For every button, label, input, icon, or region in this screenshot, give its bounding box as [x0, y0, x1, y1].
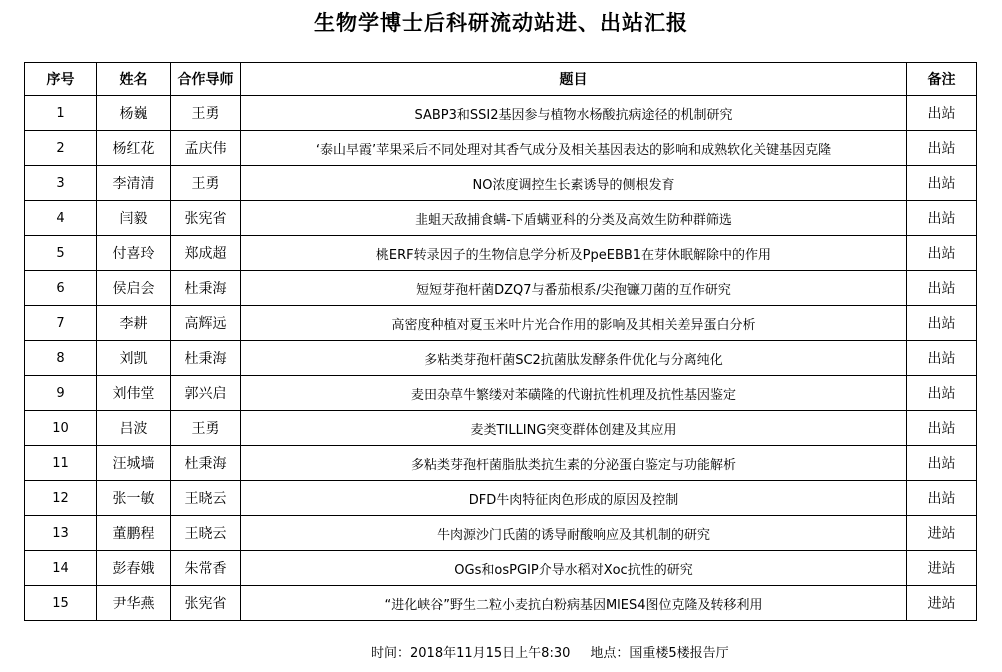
cell-note: 进站 [907, 551, 977, 586]
cell-note: 进站 [907, 586, 977, 621]
cell-name: 董鹏程 [97, 516, 171, 551]
table-row [25, 236, 977, 271]
cell-topic: 多粘类芽孢杆菌脂肽类抗生素的分泌蛋白鉴定与功能解析 [241, 446, 907, 481]
cell-index: 5 [25, 236, 97, 271]
cell-topic: 韭蛆天敌捕食螨-下盾螨亚科的分类及高效生防种群筛选 [241, 201, 907, 236]
cell-index: 14 [25, 551, 97, 586]
cell-index: 10 [25, 411, 97, 446]
cell-advisor: 杜秉海 [171, 271, 241, 306]
cell-note: 出站 [907, 376, 977, 411]
cell-index: 8 [25, 341, 97, 376]
cell-advisor: 朱常香 [171, 551, 241, 586]
table-row [25, 516, 977, 551]
cell-index: 6 [25, 271, 97, 306]
cell-index: 15 [25, 586, 97, 621]
cell-name: 闫毅 [97, 201, 171, 236]
table-header-row [25, 63, 977, 96]
table-row [25, 166, 977, 201]
cell-index: 4 [25, 201, 97, 236]
table-row [25, 446, 977, 481]
footer-info [371, 644, 729, 664]
cell-advisor: 郑成超 [171, 236, 241, 271]
cell-name: 付喜玲 [97, 236, 171, 271]
footer-location: 地点：国重楼5楼报告厅 [590, 646, 729, 661]
cell-advisor: 张宪省 [171, 586, 241, 621]
cell-topic: OGs和osPGIP介导水稻对Xoc抗性的研究 [241, 551, 907, 586]
cell-advisor: 张宪省 [171, 201, 241, 236]
cell-name: 刘凯 [97, 341, 171, 376]
cell-topic: 麦田杂草牛繁缕对苯磺隆的代谢抗性机理及抗性基因鉴定 [241, 376, 907, 411]
table-row [25, 376, 977, 411]
cell-topic: 短短芽孢杆菌DZQ7与番茄根系/尖孢镰刀菌的互作研究 [241, 271, 907, 306]
cell-note: 出站 [907, 201, 977, 236]
header-index: 序号 [25, 63, 97, 96]
report-table [24, 62, 977, 621]
cell-note: 出站 [907, 236, 977, 271]
cell-index: 2 [25, 131, 97, 166]
cell-topic: ‘泰山早霞’苹果采后不同处理对其香气成分及相关基因表达的影响和成熟软化关键基因克隆 [241, 131, 907, 166]
cell-index: 3 [25, 166, 97, 201]
cell-note: 出站 [907, 481, 977, 516]
cell-index: 13 [25, 516, 97, 551]
table-row [25, 96, 977, 131]
table-row [25, 271, 977, 306]
cell-note: 出站 [907, 131, 977, 166]
cell-name: 张一敏 [97, 481, 171, 516]
cell-name: 李清清 [97, 166, 171, 201]
table-row [25, 481, 977, 516]
header-name: 姓名 [97, 63, 171, 96]
cell-name: 杨红花 [97, 131, 171, 166]
cell-advisor: 王晓云 [171, 516, 241, 551]
cell-topic: 高密度种植对夏玉米叶片光合作用的影响及其相关差异蛋白分析 [241, 306, 907, 341]
page-title: 生物学博士后科研流动站进、出站汇报 [314, 11, 688, 35]
table-row [25, 131, 977, 166]
cell-index: 11 [25, 446, 97, 481]
cell-topic: 麦类TILLING突变群体创建及其应用 [241, 411, 907, 446]
cell-advisor: 孟庆伟 [171, 131, 241, 166]
table-row [25, 551, 977, 586]
cell-advisor: 王勇 [171, 411, 241, 446]
cell-name: 刘伟堂 [97, 376, 171, 411]
header-topic: 题目 [241, 63, 907, 96]
table-body [25, 96, 977, 621]
cell-topic: 多粘类芽孢杆菌SC2抗菌肽发酵条件优化与分离纯化 [241, 341, 907, 376]
cell-index: 9 [25, 376, 97, 411]
cell-note: 出站 [907, 166, 977, 201]
cell-advisor: 王勇 [171, 96, 241, 131]
cell-index: 1 [25, 96, 97, 131]
cell-name: 李耕 [97, 306, 171, 341]
cell-name: 尹华燕 [97, 586, 171, 621]
cell-name: 杨巍 [97, 96, 171, 131]
cell-name: 汪城墙 [97, 446, 171, 481]
table-row [25, 411, 977, 446]
cell-name: 彭春娥 [97, 551, 171, 586]
cell-advisor: 王勇 [171, 166, 241, 201]
cell-name: 吕波 [97, 411, 171, 446]
cell-advisor: 杜秉海 [171, 341, 241, 376]
table-row [25, 306, 977, 341]
table-row [25, 586, 977, 621]
cell-topic: 桃ERF转录因子的生物信息学分析及PpeEBB1在芽休眠解除中的作用 [241, 236, 907, 271]
cell-topic: 牛肉源沙门氏菌的诱导耐酸响应及其机制的研究 [241, 516, 907, 551]
cell-index: 12 [25, 481, 97, 516]
header-note: 备注 [907, 63, 977, 96]
header-advisor: 合作导师 [171, 63, 241, 96]
cell-topic: NO浓度调控生长素诱导的侧根发育 [241, 166, 907, 201]
table-row [25, 201, 977, 236]
cell-note: 出站 [907, 411, 977, 446]
cell-note: 出站 [907, 271, 977, 306]
footer-time: 时间：2018年11月15日上午8:30 [371, 646, 571, 661]
cell-note: 进站 [907, 516, 977, 551]
cell-note: 出站 [907, 341, 977, 376]
cell-advisor: 高辉远 [171, 306, 241, 341]
cell-name: 侯启会 [97, 271, 171, 306]
cell-advisor: 郭兴启 [171, 376, 241, 411]
table-row [25, 341, 977, 376]
cell-note: 出站 [907, 306, 977, 341]
cell-note: 出站 [907, 96, 977, 131]
cell-topic: “进化峡谷”野生二粒小麦抗白粉病基因MlES4图位克隆及转移利用 [241, 586, 907, 621]
cell-advisor: 王晓云 [171, 481, 241, 516]
cell-topic: SABP3和SSI2基因参与植物水杨酸抗病途径的机制研究 [241, 96, 907, 131]
cell-note: 出站 [907, 446, 977, 481]
cell-advisor: 杜秉海 [171, 446, 241, 481]
cell-index: 7 [25, 306, 97, 341]
cell-topic: DFD牛肉特征肉色形成的原因及控制 [241, 481, 907, 516]
